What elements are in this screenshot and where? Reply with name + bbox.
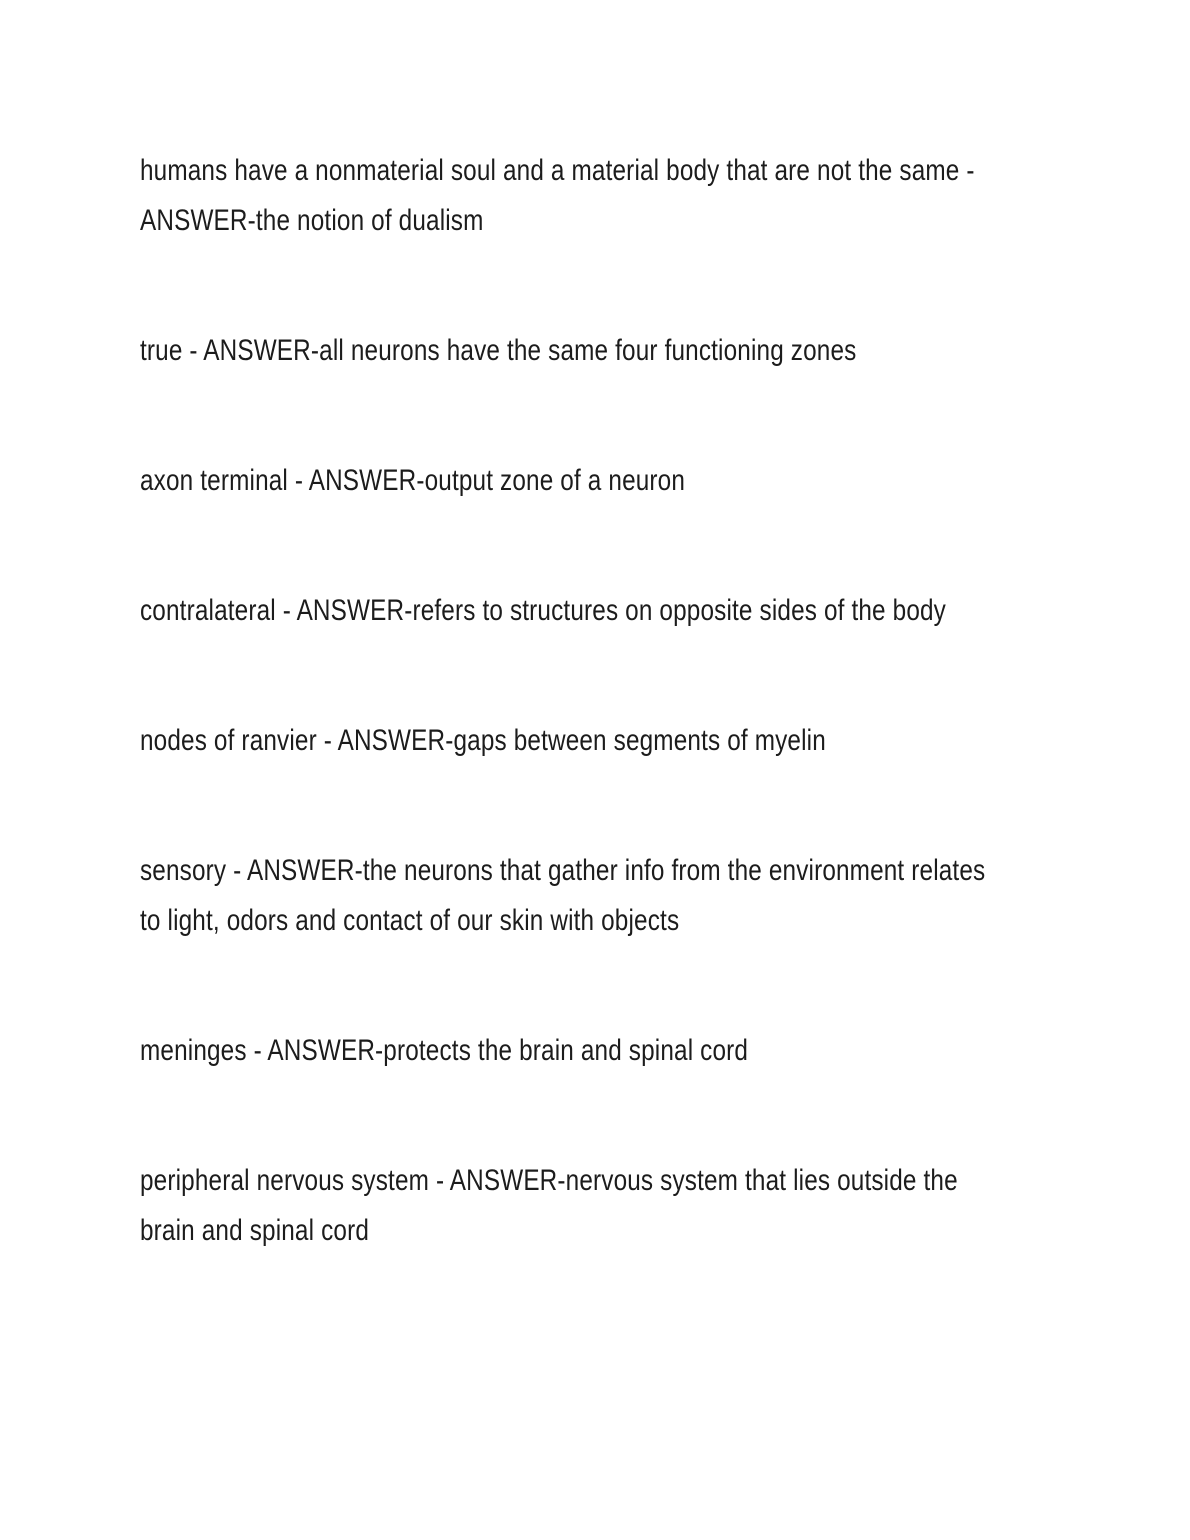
qa-paragraph: peripheral nervous system - ANSWER-nervous system that lies outside the brain and spinal cord: [140, 1164, 958, 1247]
qa-paragraph: axon terminal - ANSWER-output zone of a neuron: [140, 464, 686, 497]
qa-paragraph: nodes of ranvier - ANSWER-gaps between segments of myelin: [140, 724, 826, 757]
qa-paragraph: true - ANSWER-all neurons have the same four functioning zones: [140, 334, 857, 367]
qa-paragraph: sensory - ANSWER-the neurons that gather info from the environment relates to light, odors and contact of our skin with objects: [140, 854, 986, 937]
qa-paragraph: meninges - ANSWER-protects the brain and spinal cord: [140, 1034, 749, 1067]
qa-paragraph: humans have a nonmaterial soul and a material body that are not the same - ANSWER-the notion of dualism: [140, 154, 975, 237]
qa-paragraph: contralateral - ANSWER-refers to structures on opposite sides of the body: [140, 594, 947, 627]
document-content: [140, 146, 991, 1336]
